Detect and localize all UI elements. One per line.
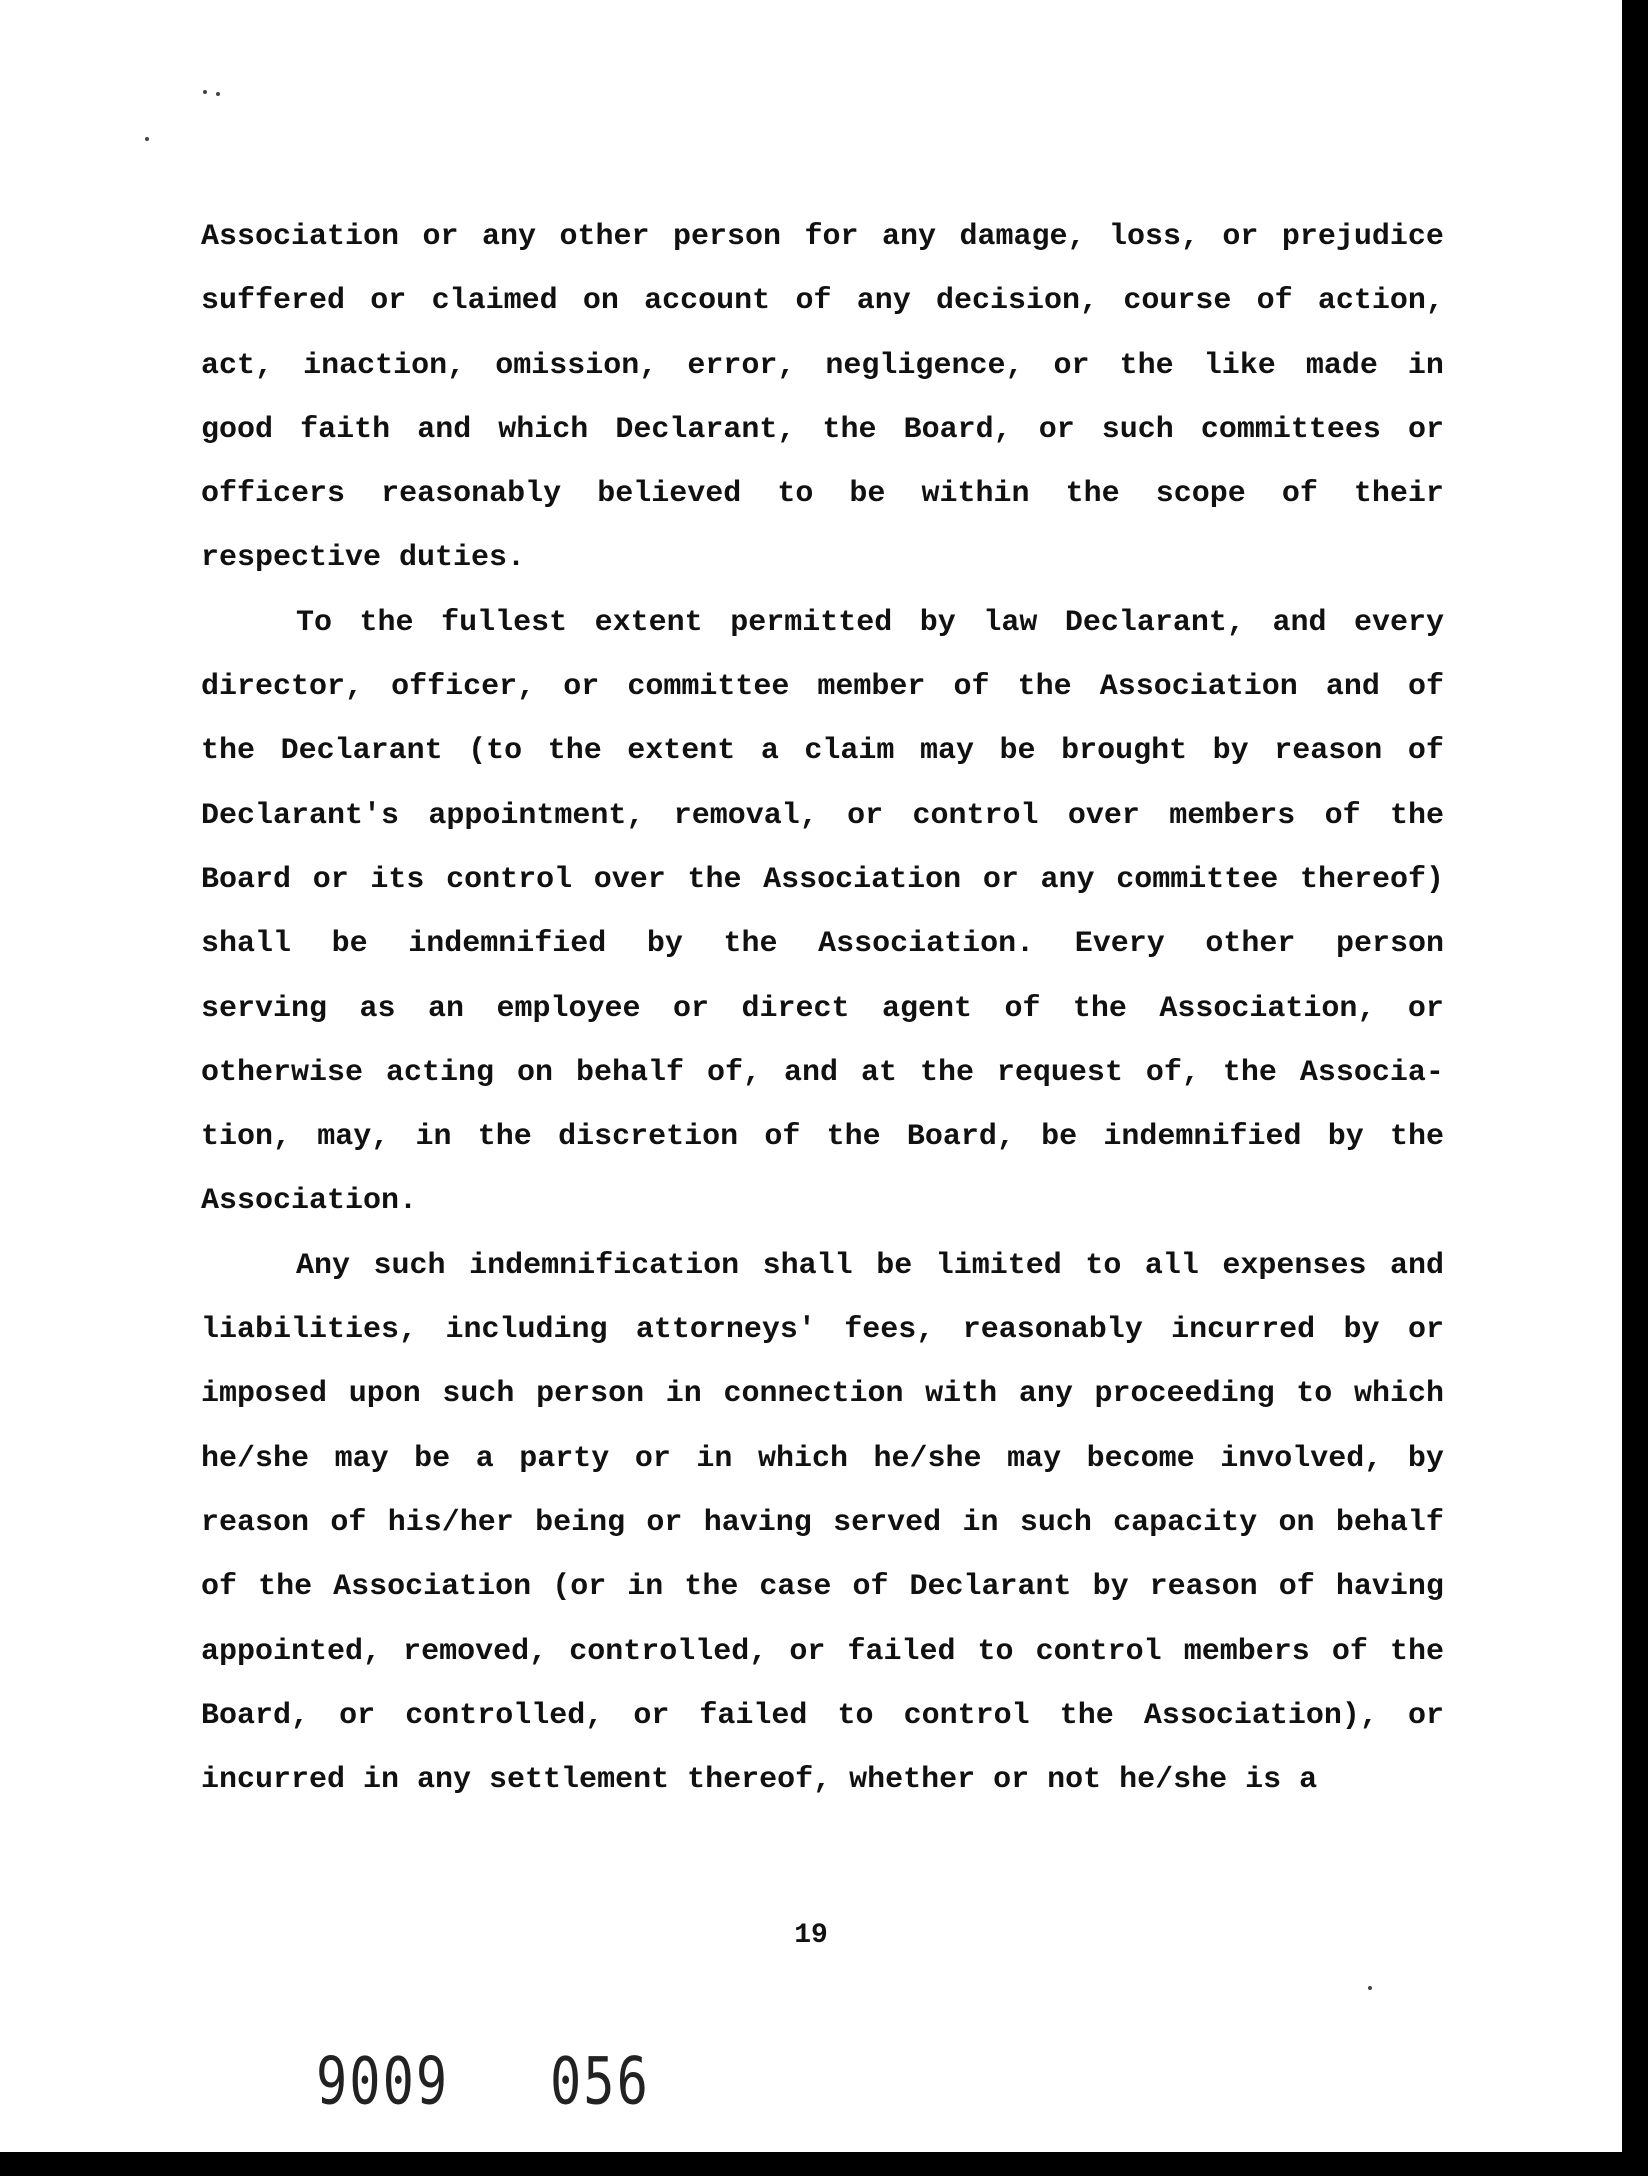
paragraph-2-line: shall be indemnified by the Association. Every other person bbox=[201, 927, 1444, 962]
page-number: 19 bbox=[794, 1920, 828, 1951]
paragraph-3-line: reason of his/her being or having served in such capacity on behalf bbox=[201, 1505, 1444, 1540]
paragraph-2-line: serving as an employee or direct agent of the Association, or bbox=[201, 991, 1444, 1026]
paragraph-3-line: of the Association (or in the case of Declarant by reason of having bbox=[201, 1570, 1444, 1605]
scan-speck bbox=[203, 90, 207, 94]
paragraph-1-line: suffered or claimed on account of any decision, course of action, bbox=[201, 284, 1444, 319]
scan-speck bbox=[1368, 1986, 1372, 1990]
paragraph-3-line: appointed, removed, controlled, or failed to control members of the bbox=[201, 1634, 1444, 1669]
paragraph-3-line: he/she may be a party or in which he/she may become involved, by bbox=[201, 1441, 1444, 1476]
scan-speck bbox=[145, 137, 149, 141]
paragraph-1-line: act, inaction, omission, error, negligence, or the like made in bbox=[201, 348, 1444, 383]
bates-stamp-right: 056 bbox=[550, 2044, 650, 2120]
paragraph-2-line: Board or its control over the Association or any committee thereof) bbox=[201, 862, 1444, 897]
paragraph-2-line: Association. bbox=[201, 1184, 418, 1219]
paragraph-2-line: director, officer, or committee member of the Association and of bbox=[201, 670, 1444, 705]
paragraph-3-line: Any such indemnification shall be limited to all expenses and bbox=[296, 1248, 1444, 1283]
paragraph-2-line: Declarant's appointment, removal, or control over members of the bbox=[201, 798, 1444, 833]
paragraph-1-line: respective duties. bbox=[201, 541, 526, 576]
bates-stamp-left: 9009 bbox=[316, 2044, 450, 2120]
paragraph-1-line: good faith and which Declarant, the Board, or such committees or bbox=[201, 412, 1444, 447]
paragraph-3-line: imposed upon such person in connection with any proceeding to which bbox=[201, 1377, 1444, 1412]
paragraph-2-line: tion, may, in the discretion of the Board, be indemnified by the bbox=[201, 1120, 1444, 1155]
paragraph-3-line: liabilities, including attorneys' fees, reasonably incurred by or bbox=[201, 1313, 1444, 1348]
paragraph-3-line: Board, or controlled, or failed to control the Association), or bbox=[201, 1698, 1444, 1733]
paragraph-2-line: the Declarant (to the extent a claim may be brought by reason of bbox=[201, 734, 1444, 769]
paragraph-1-line: Association or any other person for any damage, loss, or prejudice bbox=[201, 220, 1444, 254]
scan-speck bbox=[216, 92, 220, 96]
body-text bbox=[201, 205, 1444, 1812]
paragraph-2-line: otherwise acting on behalf of, and at the request of, the Associa- bbox=[201, 1055, 1444, 1090]
paragraph-2-line: To the fullest extent permitted by law Declarant, and every bbox=[296, 605, 1444, 640]
paragraph-1-line: officers reasonably believed to be within the scope of their bbox=[201, 477, 1444, 512]
paragraph-3-line: incurred in any settlement thereof, whether or not he/she is a bbox=[201, 1763, 1318, 1798]
